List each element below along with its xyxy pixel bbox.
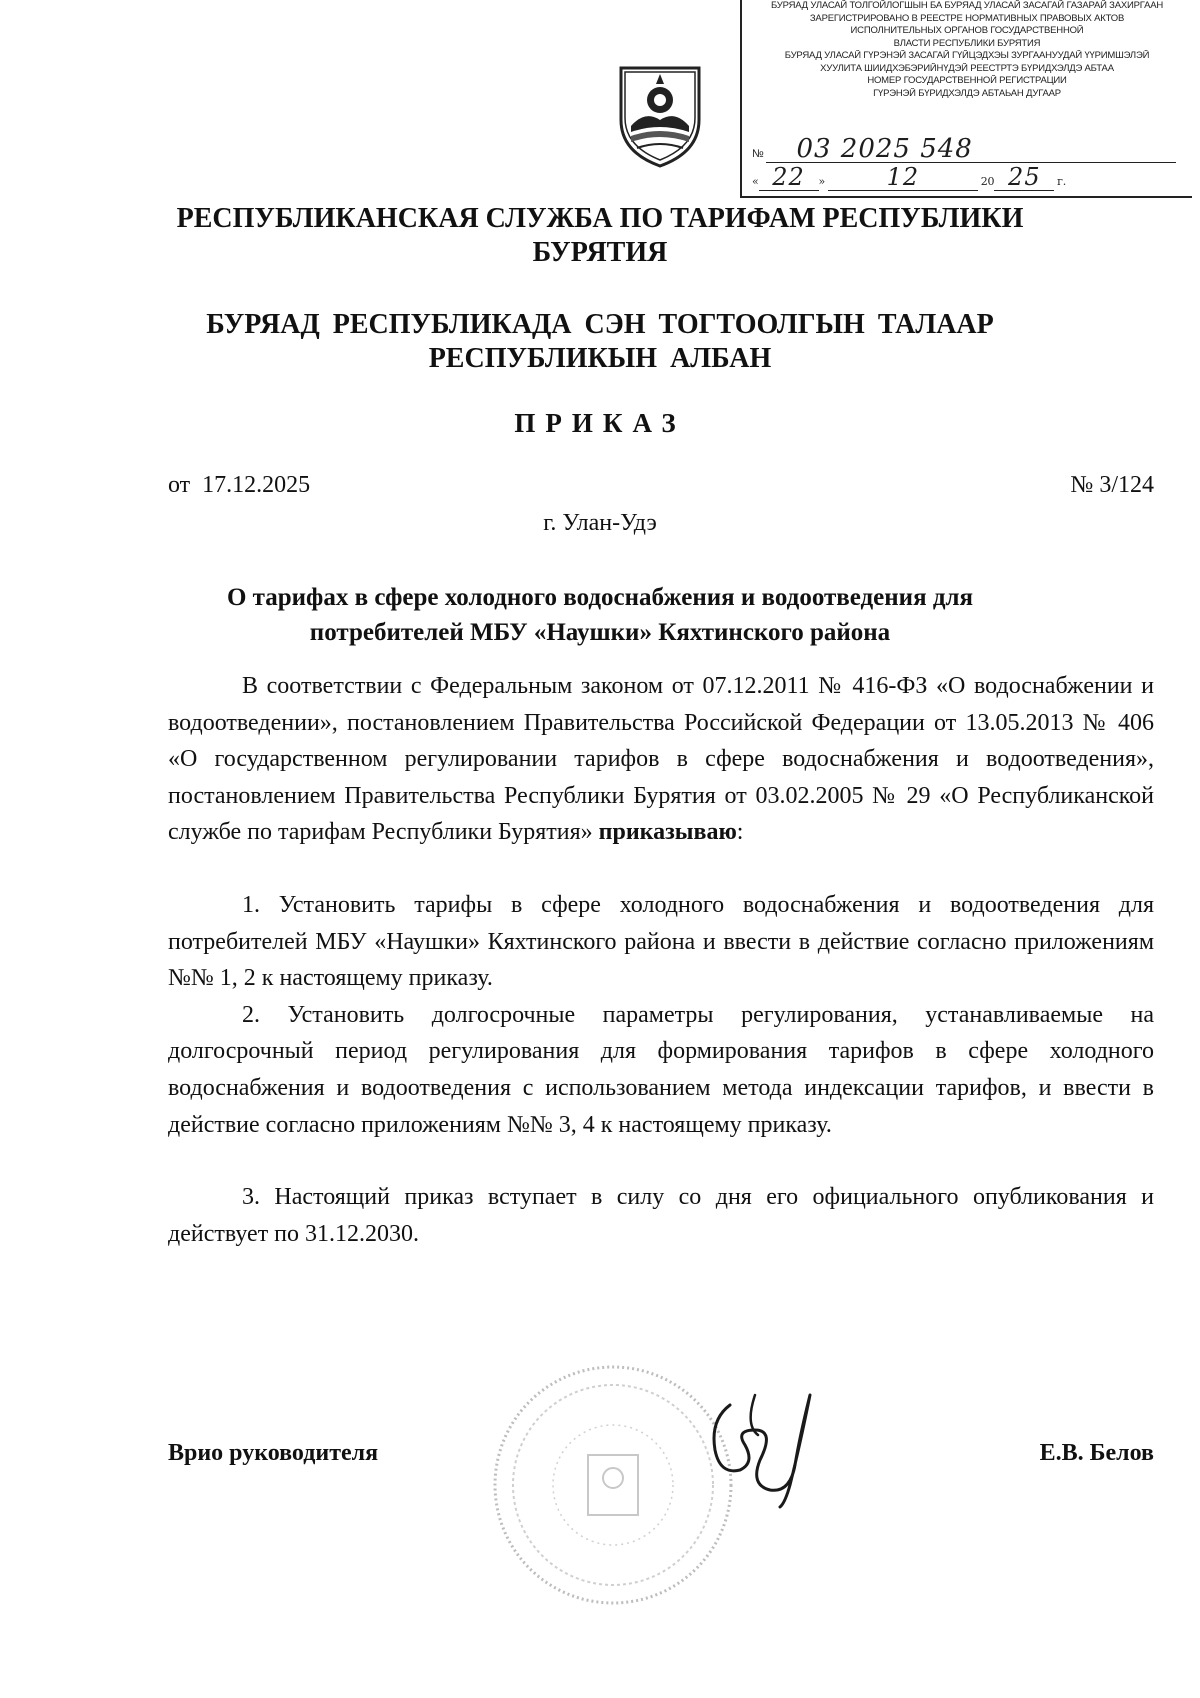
order-body — [168, 668, 1154, 1252]
preamble-end: : — [736, 819, 744, 846]
preamble-paragraph — [168, 668, 1154, 851]
signature-block — [168, 1440, 1154, 1500]
organization-name-bua-line1: БУРЯАД РЕСПУБЛИКАДА СЭН ТОГТООЛГЫН ТАЛААР — [206, 309, 994, 340]
organization-name-ru-line1: РЕСПУБЛИКАНСКАЯ СЛУЖБА ПО ТАРИФАМ РЕСПУБЛИКИ — [176, 203, 1024, 234]
signatory-title: Врио руководителя — [168, 1440, 379, 1466]
organization-name-ru-line2: БУРЯТИЯ — [532, 237, 668, 268]
signatory-name: Е.В. Белов — [1039, 1440, 1154, 1466]
preamble-text: В соответствии с Федеральным законом от 07.12.2011 № 416-ФЗ «О водоснабжении и водоотведении», постановлением Правительства Российской Федерации от 13.05.2013 № 406 «О государственном регулировании тарифов в сфере водоснабжения и водоотведения», постановлением Правительства Республики Бурятия от 03.02.2005 № 29 «О Республиканской службе по тарифам Республики Бурятия» — [168, 673, 1154, 846]
subject-line2: потребителей МБУ «Наушки» Кяхтинского района — [309, 619, 891, 646]
coat-of-arms-icon — [615, 60, 705, 170]
stamp-line: НОМЕР ГОСУДАРСТВЕННОЙ РЕГИСТРАЦИИ — [867, 75, 1067, 86]
order-item-1: 1. Установить тарифы в сфере холодного водоснабжения и водоотведения для потребителей МБУ «Наушки» Кяхтинского района и ввести в действие согласно приложениям №№ 1, 2 к настоящему приказу. — [168, 891, 1154, 992]
stamp-line: ХУУЛИТА ШИИДХЭБЭРИЙНҮДЭЙ РЕЕСТРТЭ БҮРИДХЭЛДЭ АБТАА — [820, 62, 1114, 74]
order-number: № 3/124 — [1070, 472, 1154, 498]
stamp-line: ИСПОЛНИТЕЛЬНЫХ ОРГАНОВ ГОСУДАРСТВЕННОЙ — [850, 25, 1084, 36]
document-type: ПРИКАЗ — [514, 408, 686, 438]
stamp-line: ВЛАСТИ РЕСПУБЛИКИ БУРЯТИЯ — [893, 37, 1041, 49]
organization-name-bua — [0, 308, 1200, 376]
order-date — [168, 472, 310, 499]
stamp-date-year: 25 — [994, 164, 1054, 191]
stamp-date-suffix: г. — [1057, 175, 1067, 188]
organization-name-ru — [0, 202, 1200, 270]
order-item-2: 2. Установить долгосрочные параметры регулирования, устанавливаемые на долгосрочный период регулирования для формирования тарифов в сфере холодного водоснабжения и водоотведения с использованием метода индексации тарифов, и ввести в действие согласно приложениям №№ 3, 4 к настоящему приказу. — [168, 1001, 1154, 1138]
stamp-line: ГҮРЭНЭЙ БҮРИДХЭЛДЭ АБТАЬАН ДУГААР — [873, 87, 1061, 99]
stamp-number-label: № — [752, 148, 764, 160]
date-value: 17.12.2025 — [202, 472, 311, 498]
stamp-number-row — [752, 136, 1182, 163]
subject-line1: О тарифах в сфере холодного водоснабжения и водоотведения для — [226, 584, 974, 611]
stamp-date-day: 22 — [759, 164, 819, 191]
stamp-date-row: « 22 » 12 20 25 г. — [752, 163, 1067, 191]
order-subject — [0, 580, 1200, 650]
stamp-date-month: 12 — [828, 164, 978, 191]
registration-stamp — [740, 0, 1192, 198]
stamp-line: БУРЯАД УЛАСАЙ ТОЛГОЙЛОГШЫН БА БУРЯАД УЛАСАЙ ЗАСАГАЙ ГАЗАРАЙ ЗАХИРГААН — [770, 0, 1163, 11]
stamp-line: ЗАРЕГИСТРИРОВАНО В РЕЕСТРЕ НОРМАТИВНЫХ ПРАВОВЫХ АКТОВ — [809, 12, 1125, 24]
date-prefix: от — [168, 472, 191, 498]
stamp-registration-number: 03 2025 548 — [766, 136, 1176, 163]
order-item-3: 3. Настоящий приказ вступает в силу со дня его официального опубликования и действует по 31.12.2030. — [168, 1184, 1154, 1247]
city: г. Улан-Удэ — [543, 510, 657, 536]
preamble-bold-word: приказываю — [598, 819, 737, 846]
stamp-line: БУРЯАД УЛАСАЙ ГҮРЭНЭЙ ЗАСАГАЙ ГҮЙЦЭДХЭЫ ЗУРГААНУУДАЙ ҮҮРИМШЭЛЭЙ — [784, 50, 1150, 61]
organization-name-bua-line2: РЕСПУБЛИКЫН АЛБАН — [428, 343, 772, 374]
stamp-date-year-prefix: 20 — [980, 175, 995, 188]
